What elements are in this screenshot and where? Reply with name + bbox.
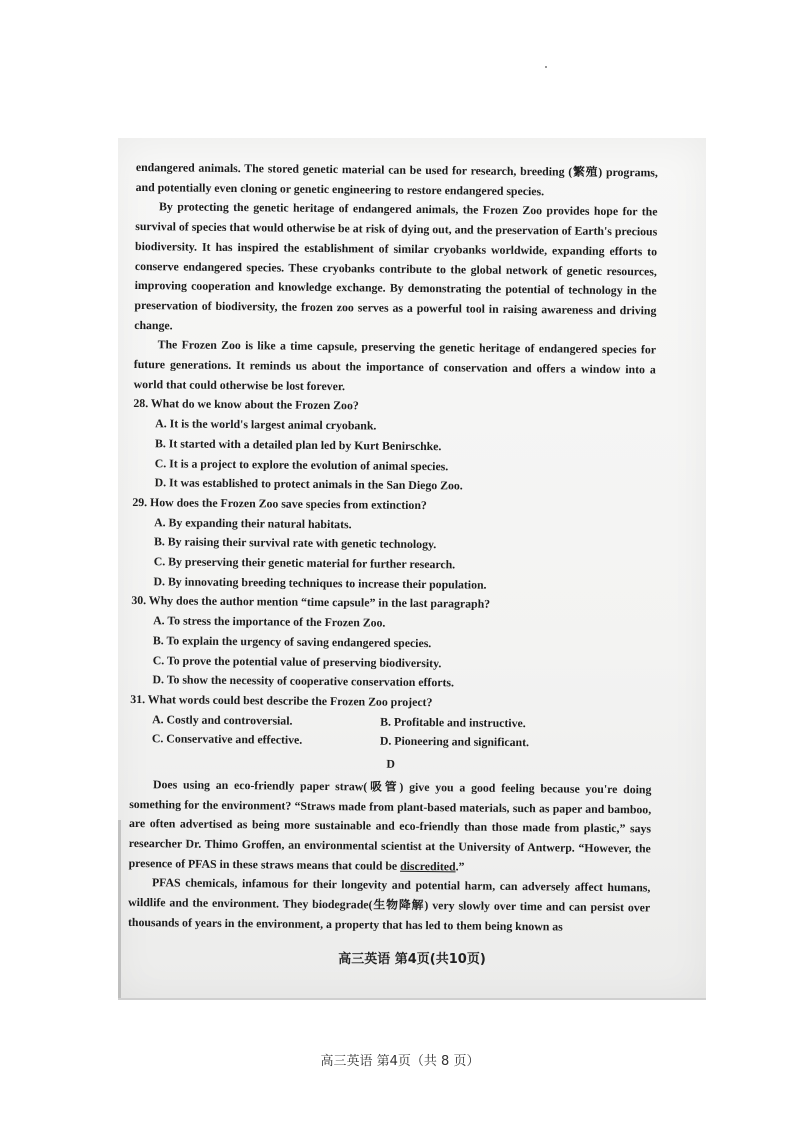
scan-edge-shadow [118, 820, 121, 1000]
passage-text: Does using an eco-friendly paper straw(吸管) give you a good feeling because you're doing something for the environment? “Straws made from plant-based materials, such as paper and bamboo, are often advertised as being more sustainable and eco-friendly than those made from plastic,” says researcher Dr. Thimo Groffen, an environmental scientist at the University of Antwerp. “However, the presence of PFAS in these straws means that could be [128, 777, 652, 873]
question-stem: 28. What do we know about the Frozen Zoo? [133, 396, 359, 413]
option-a: A. It is the world's largest animal cryobank. [155, 416, 377, 433]
option-d: D. Pioneering and significant. [379, 733, 530, 750]
option-b: B. Profitable and instructive. [380, 714, 526, 730]
passage-paragraph [129, 775, 652, 879]
option-d: D. To show the necessity of cooperative conservation efforts. [152, 672, 455, 690]
passage-paragraph: PFAS chemicals, infamous for their longevity and potential harm, can adversely affect humans, wildlife and the environment. They biodegrade(生物降解) very slowly over time and can persist over thousands of years in the environment, a property that has led to them being known as [127, 875, 651, 934]
section-label: D [386, 756, 396, 771]
scan-speck [545, 66, 547, 68]
passage-paragraph: By protecting the genetic heritage of endangered animals, the Frozen Zoo provides hope for the survival of species that would otherwise be at risk of dying out, and the preservation of Earth's precious biodiversity. It has inspired the establishment of similar cryobanks worldwide, expanding efforts to conserve endangered species. These cryobanks contribute to the global network of genetic resources, improving cooperation and knowledge exchange. By demonstrating the potential of technology in the preservation of biodiversity, the frozen zoo serves as a powerful tool in raising awareness and driving change. [134, 199, 658, 333]
question-31 [130, 690, 653, 755]
passage-text: .” [455, 858, 465, 874]
passage-paragraph: The Frozen Zoo is like a time capsule, preserving the genetic heritage of endangered species for future generations. It reminds us about the importance of conservation and offers a window into a world that could otherwise be lost forever. [133, 337, 657, 393]
exam-content [128, 158, 658, 938]
option-b: B. By raising their survival rate with genetic technology. [153, 534, 437, 552]
question-29 [131, 493, 654, 597]
option-b: B. To explain the urgency of saving endangered species. [152, 633, 432, 650]
page-footer: 高三英语 第4页（共 8 页） [320, 1054, 480, 1069]
option-c: C. Conservative and effective. [151, 731, 303, 748]
option-row [152, 730, 652, 755]
scanned-page-footer: 高三英语 第4页(共10页) [338, 952, 486, 967]
option-c: C. By preserving their genetic material for further research. [153, 554, 456, 572]
question-stem: 31. What words could best describe the Frozen Zoo project? [130, 691, 433, 710]
underlined-word: discredited [400, 858, 456, 873]
option-d: D. It was established to protect animals in the San Diego Zoo. [154, 475, 463, 493]
question-28 [132, 394, 655, 498]
option-a: A. By expanding their natural habitats. [154, 514, 352, 531]
option-a: A. To stress the importance of the Frozen Zoo. [153, 613, 386, 630]
option-d: D. By innovating breeding techniques to increase their population. [153, 573, 487, 592]
option-c: C. It is a project to explore the evolution of animal species. [154, 455, 449, 473]
question-30 [130, 591, 653, 695]
option-b: B. It started with a detailed plan led by Kurt Benirschke. [154, 436, 442, 454]
question-stem: 29. How does the Frozen Zoo save species from extinction? [132, 494, 427, 513]
option-c: C. To prove the potential value of preserving biodiversity. [152, 652, 442, 670]
option-a: A. Costly and controversial. [152, 711, 293, 728]
scan-bottom-edge [118, 998, 706, 1000]
question-stem: 30. Why does the author mention “time capsule” in the last paragraph? [131, 593, 491, 612]
passage-paragraph: endangered animals. The stored genetic material can be used for research, breeding (繁殖) programs, and potentially even cloning or genetic engineering to restore endangered species. [135, 159, 658, 198]
